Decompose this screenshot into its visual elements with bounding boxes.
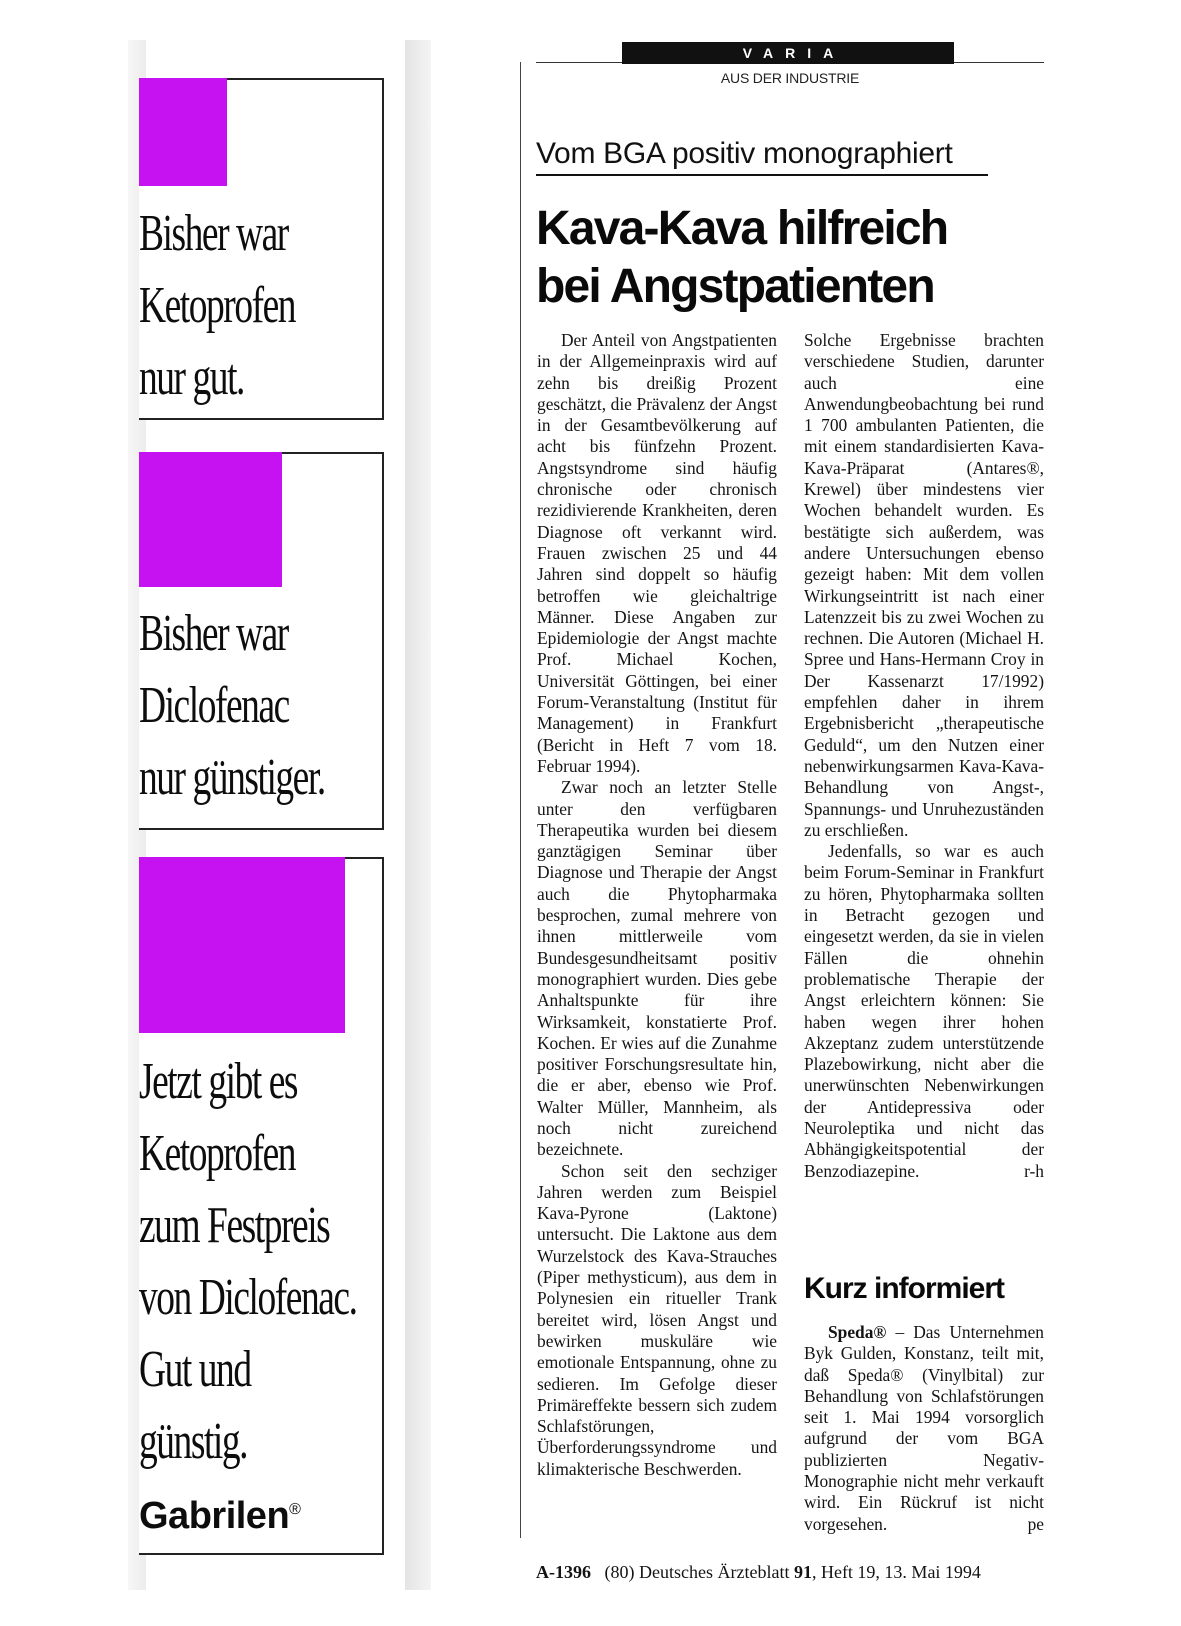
journal-issue: , Heft 19, 13. Mai 1994 [811,1562,981,1582]
brief-lead: Speda® [828,1322,887,1342]
ad-slogan-2 [139,598,325,814]
ad-slogan-line: Diclofenac [139,677,289,734]
headline-line: bei Angstpatienten [536,260,934,313]
paragraph [804,841,1044,1182]
ad-slogan-line: Ketoprofen [139,277,296,334]
paragraph: Schon seit den sechziger Jahren werden zum Beispiel Kava-Pyrone (Laktone) untersucht. Die Laktone aus dem Wurzelstock des Kava-Strauches (Piper methysticum), aus dem in Polynesien ein ritueller Trank bereitet wird, lösen Angst und bewirken muskuläre wie emotionale Entspannung, ohne zu sedieren. Im Gefolge dieser Primäreffekte bessern sich zudem Schlafstörungen, Überforderungssyndrome und klimakterische Beschwerden. [537,1160,777,1479]
author-signature: r-h [1024,1160,1044,1181]
article-column-1 [537,330,777,1480]
page-number-alt: (80) [604,1562,635,1582]
ad-slogan-line: nur günstiger. [139,749,325,806]
paragraph: Der Anteil von Angstpatienten in der Allgemeinpraxis wird auf zehn bis dreißig Prozent geschätzt, die Prävalenz der Angst in der Gesamtbevölkerung auf acht bis fünfzehn Prozent. Angstsyndrome sind häufig chronische oder chronisch rezidivierende Krankheiten, deren Diagnose oft verkannt wird. Frauen zwischen 25 und 44 Jahren sind doppelt so häufig betroffen wie gleichaltrige Männer. Diese Angaben zur Epidemiologie der Angst machte Prof. Michael Kochen, Universität Göttingen, bei einer Forum-Veranstaltung (Institut für Management) in Frankfurt (Bericht in Heft 7 vom 18. Februar 1994). [537,330,777,776]
ad-slogan-line: Gut und [139,1341,251,1398]
paragraph-text: Jedenfalls, so war es auch beim Forum-Seminar in Frankfurt zu hören, Phytopharmaka sollten in Betracht gezogen und eingesetzt werden, da sie in vielen Fällen die ohnehin problematische Therapie der Angst erleichtern können: Sie haben wegen ihrer hohen Akzeptanz zudem unterstützende Plazebowirkung, nicht aber die unerwünschten Nebenwirkungen der Antidepressiva oder Neuroleptika und nicht das Abhängigkeitspotential der Benzodiazepine. [804,841,1044,1181]
headline-line: Kava-Kava hilfreich [536,202,948,255]
ad-slogan-line: Bisher war [139,205,288,262]
article-headline [536,200,1044,316]
paragraph [804,1322,1044,1535]
ad-magenta-block-2 [139,452,282,587]
brand-text: Gabrilen [139,1495,290,1537]
ad-shadow-right [405,40,431,1590]
ad-slogan-line: nur gut. [139,349,244,406]
ad-slogan-line: günstig. [139,1413,248,1470]
brief-title: Kurz informiert [804,1272,1005,1305]
ad-magenta-block-3 [139,857,345,1033]
paragraph: Solche Ergebnisse brachten verschiedene Studien, darunter auch eine Anwendungbeobachtung bei rund 1 700 ambulanten Patienten, die mit einem standardisierten Kava-Kava-Präparat (Antares®, Krewel) über mindestens vier Wochen behandelt wurden. Es bestätigte sich außerdem, was andere Untersuchungen ebenso gezeigt haben: Mit dem vollen Wirkungseintritt ist nach einer Latenzzeit bis zu zwei Wochen zu rechnen. Die Autoren (Michael H. Spree und Hans-Hermann Croy in Der Kassenarzt 17/1992) empfehlen daher in ihrem Ergebnisbericht „therapeutische Geduld“, um den Nutzen einer nebenwirkungsarmen Kava-Kava-Behandlung von Angst-, Spannungs- und Unruhezuständen zu erschließen. [804,330,1044,840]
ad-slogan-line: Jetzt gibt es [139,1053,298,1110]
ad-brand-name [139,1495,300,1538]
brief-text: – Das Unternehmen Byk Gulden, Konstanz, teilt mit, daß Speda® (Vinylbital) zur Behandlung von Schlafstörungen seit 1. Mai 1994 vorsorglich aufgrund der vom BGA publizierten Negativ-Monographie nicht mehr verkauft wird. Ein Rückruf ist nicht vorgesehen. [804,1322,1044,1534]
article-kicker: Vom BGA positiv monographiert [536,136,988,176]
registered-mark: ® [289,1501,301,1518]
ad-slogan-1 [139,198,295,414]
ad-slogan-line: Bisher war [139,605,288,662]
journal-volume: 91 [793,1562,812,1582]
subsection-label: AUS DER INDUSTRIE [720,70,860,86]
ad-magenta-block-1 [139,78,227,186]
column-divider [520,62,521,1538]
brief-column [804,1322,1044,1535]
brief-signature: pe [1027,1513,1044,1534]
page-number: A-1396 [536,1562,591,1582]
article-column-2 [804,330,1044,1182]
ad-slogan-line: von Diclofenac. [139,1269,357,1326]
ad-slogan-3 [139,1046,357,1478]
ad-slogan-line: zum Festpreis [139,1197,330,1254]
ad-slogan-line: Ketoprofen [139,1125,296,1182]
journal-name: Deutsches Ärzteblatt [639,1562,790,1582]
page-footer [536,1562,1044,1583]
section-label: VARIA [622,42,954,64]
paragraph: Zwar noch an letzter Stelle unter den verfügbaren Therapeutika wurden bei diesem ganztägigen Seminar über Diagnose und Therapie der Angst auch die Phytopharmaka besprochen, zumal mehrere von ihnen mittlerweile vom Bundesgesundheitsamt positiv monographiert wurden. Dies gebe Anhaltspunkte für ihre Wirksamkeit, konstatierte Prof. Kochen. Er wies auf die Zunahme positiver Forschungsresultate hin, die er aber, ebenso wie Prof. Walter Müller, Mannheim, als noch nicht zureichend bezeichnete. [537,777,777,1160]
